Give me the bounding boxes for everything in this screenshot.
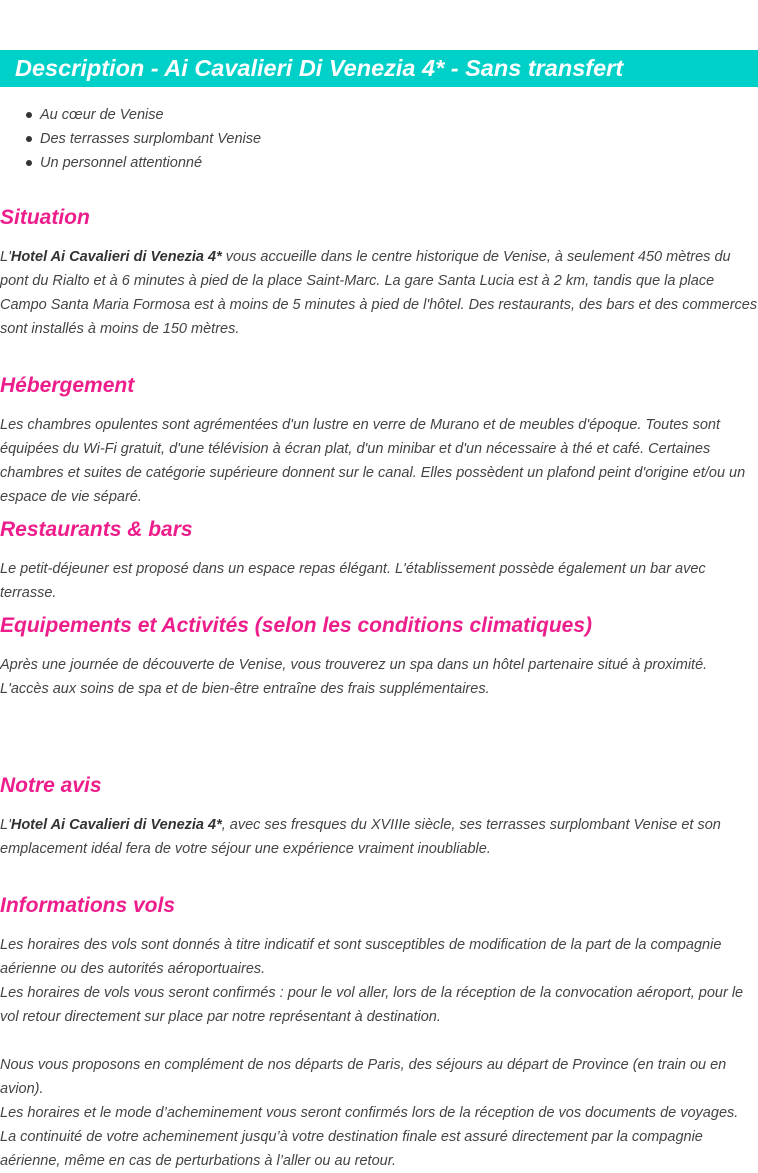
vols-paragraph-2: Les horaires de vols vous seront confirmés : pour le vol aller, lors de la réception de la convocation aéroport, pour le vol retour directement sur place par notre représentant à destination.: [0, 985, 744, 1025]
page-title: Description - Ai Cavalieri Di Venezia 4* - Sans transfert: [15, 55, 624, 81]
highlight-item: [0, 127, 261, 151]
hotel-name: Hotel Ai Cavalieri di Venezia 4*: [10, 817, 222, 833]
section-heading: Notre avis: [0, 774, 102, 797]
section-text: Le petit-déjeuner est proposé dans un espace repas élégant. L'établissement possède également un bar avec terrasse.: [0, 561, 706, 601]
vols-paragraph-1: Les horaires des vols sont donnés à titre indicatif et sont susceptibles de modification de la part de la compagnie aérienne ou des autorités aéroportuaires.: [0, 937, 722, 977]
bullet-icon: [26, 136, 32, 142]
section-text: [0, 933, 758, 1173]
section-hebergement: [0, 371, 758, 509]
section-text: [0, 813, 758, 861]
highlights-list: [0, 103, 261, 175]
highlight-item: [0, 151, 261, 175]
section-text: Les chambres opulentes sont agrémentées d'un lustre en verre de Murano et de meubles d'époque. Toutes sont équipées du Wi-Fi gratuit, d'une télévision à écran plat, d'un minibar et d'un nécessaire à thé et café. Certaines chambres et suites de catégorie supérieure donnent sur le canal. Elles possèdent un plafond peint d'origine et/ou un espace de vie séparé.: [0, 417, 746, 505]
section-heading: Equipements et Activités (selon les conditions climatiques): [0, 614, 593, 637]
text-body: , avec ses fresques du XVIIIe siècle, ses terrasses surplombant Venise et son emplacement idéal fera de votre séjour une expérience vraiment inoubliable.: [0, 817, 721, 857]
section-heading: Restaurants & bars: [0, 518, 193, 541]
section-heading: Informations vols: [0, 894, 176, 917]
bullet-icon: [26, 112, 32, 118]
description-banner: [0, 50, 758, 87]
section-avis: [0, 771, 758, 861]
vols-paragraph-3: Nous vous proposons en complément de nos départs de Paris, des séjours au départ de Province (en train ou en avion).: [0, 1057, 727, 1097]
highlight-text: Un personnel attentionné: [40, 155, 203, 171]
section-situation: [0, 203, 758, 341]
section-text: [0, 245, 758, 341]
text-body: vous accueille dans le centre historique de Venise, à seulement 450 mètres du pont du Rialto et à 6 minutes à pied de la place Saint-Marc. La gare Santa Lucia est à 2 km, tandis que la place Campo Santa Maria Formosa est à moins de 5 minutes à pied de l'hôtel. Des restaurants, des bars et des commerces sont installés à moins de 150 mètres.: [0, 249, 758, 337]
highlight-text: Au cœur de Venise: [40, 107, 164, 123]
highlight-text: Des terrasses surplombant Venise: [40, 131, 262, 147]
highlight-item: [0, 103, 261, 127]
vols-paragraph-5: La continuité de votre acheminement jusqu’à votre destination finale est assuré directement par la compagnie aérienne, même en cas de perturbations à l’aller ou au retour.: [0, 1129, 703, 1169]
hotel-name: Hotel Ai Cavalieri di Venezia 4*: [10, 249, 222, 265]
section-restaurants: [0, 515, 758, 605]
section-heading: Hébergement: [0, 374, 135, 397]
text-prefix: L': [0, 249, 11, 265]
text-prefix: L': [0, 817, 11, 833]
section-vols: [0, 891, 758, 1173]
vols-paragraph-4: Les horaires et le mode d’acheminement vous seront confirmés lors de la réception de vos documents de voyages.: [0, 1105, 739, 1121]
section-text: Après une journée de découverte de Venise, vous trouverez un spa dans un hôtel partenaire situé à proximité. L'accès aux soins de spa et de bien-être entraîne des frais supplémentaires.: [0, 657, 708, 697]
bullet-icon: [26, 160, 32, 166]
section-heading: Situation: [0, 206, 90, 229]
section-equipements: [0, 611, 758, 701]
